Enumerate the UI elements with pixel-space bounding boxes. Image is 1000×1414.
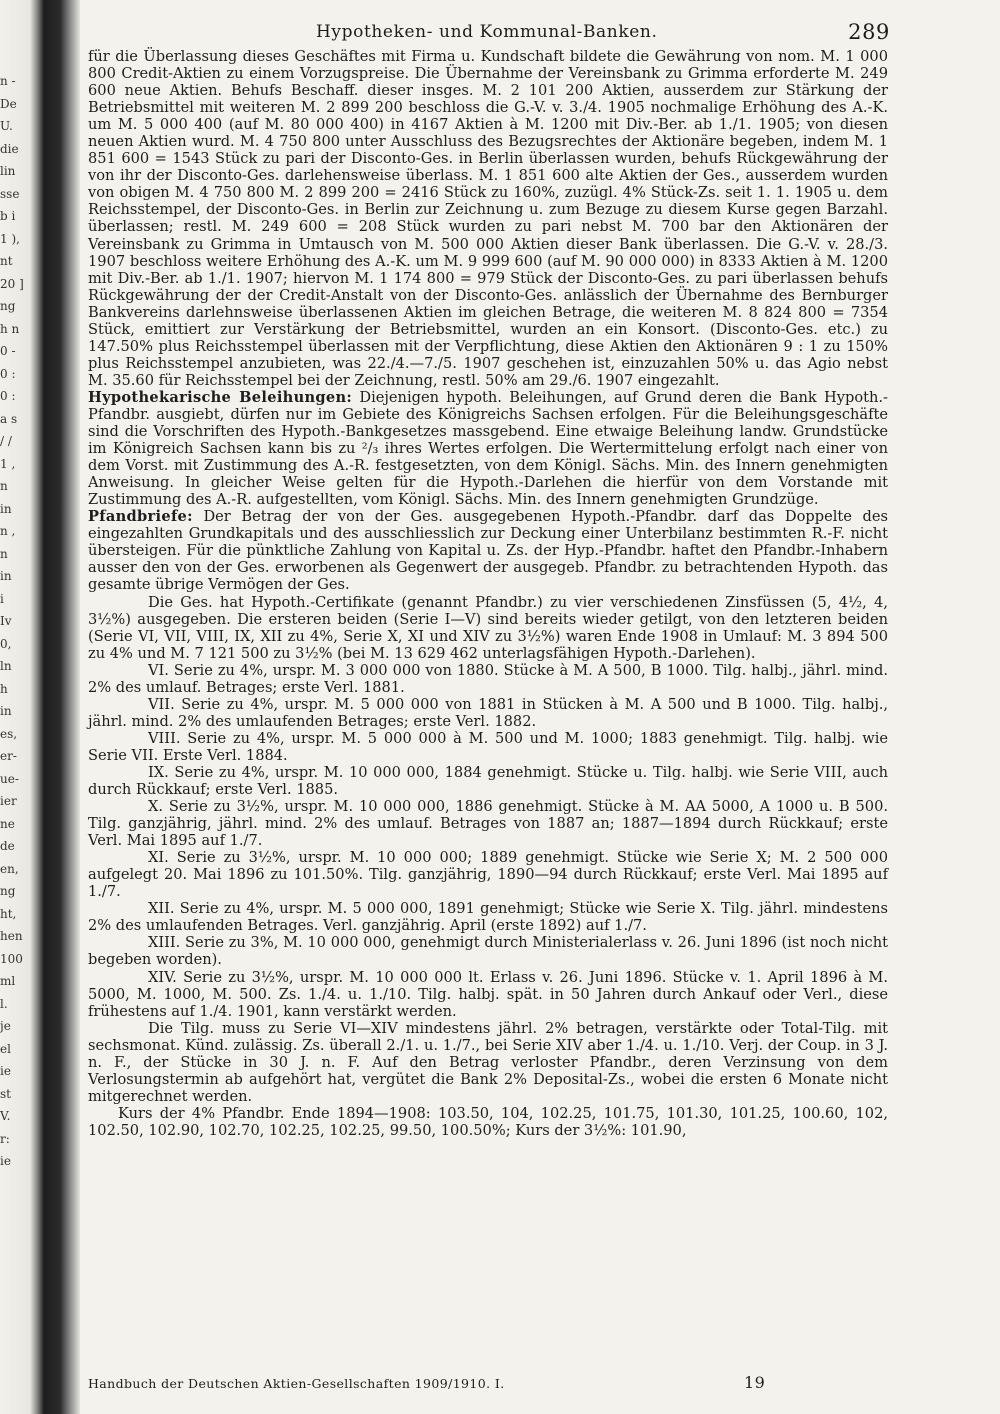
margin-fragment: 0 : xyxy=(0,389,16,403)
section-heading: Hypothekarische Beleihungen: xyxy=(88,388,353,406)
margin-fragment: ne xyxy=(0,816,15,831)
margin-fragment: / / xyxy=(0,434,12,448)
paragraph-redemption: Die Tilg. muss zu Serie VI—XIV mindestens jährl. 2% betragen, verstärkte oder Total-Tilg. mit sechsmonat. Künd. zulässig. Zs. überall 2./1. u. 1./7., bei Serie XIV aber 1./4. u. 1./10. Verj. der Coup. in 3 J. n. F., der Stücke in 30 J. n. F. Auf den Betrag verloster Pfandbr., deren Verzinsung von dem Verlosungstermin ab aufgehört hat, vergütet die Bank 2% Deposital-Zs., wobei die ersten 6 Monate nicht mitgerechnet werden. xyxy=(88,1019,888,1105)
signature-mark: 19 xyxy=(744,1373,766,1392)
page-footer xyxy=(88,1373,888,1392)
margin-fragment: en, xyxy=(0,861,19,876)
margin-fragment: de xyxy=(0,839,15,853)
margin-fragment: r: xyxy=(0,1131,10,1146)
margin-fragment: h n xyxy=(0,321,20,336)
margin-fragment: i xyxy=(0,591,4,606)
margin-fragment: ier xyxy=(0,794,17,808)
margin-fragment: je xyxy=(0,1019,11,1033)
margin-fragment: n xyxy=(0,546,8,561)
margin-fragment: 100 xyxy=(0,951,23,966)
margin-fragment: a s xyxy=(0,411,18,426)
margin-fragment: De xyxy=(0,96,17,111)
paragraph-capital-increase: für die Überlassung dieses Geschäftes mit Firma u. Kundschaft bildete die Gewährung von nom. M. 1 000 800 Credit-Aktien zu einem Vorzugspreise. Die Übernahme der Vereinsbank zu Grimma erforderte M. 249 600 neue Aktien. Behufs Beschaff. dieser insges. M. 2 101 200 Aktien, ausserdem zur Stärkung der Betriebsmittel mit weiteren M. 2 899 200 beschloss die G.-V. v. 3./4. 1905 nochmalige Erhöhung des A.-K. um M. 5 000 400 (auf M. 80 000 400) in 4167 Aktien à M. 1200 mit Div.-Ber. ab 1./1. 1905; von diesen neuen Aktien wurd. M. 4 750 800 unter Ausschluss des Bezugsrechtes der Aktionäre begeben, indem M. 1 851 600 = 1543 Stück zu pari der Disconto-Ges. in Berlin überlassen wurden, behufs Rückgewährung der von ihr der Disconto-Ges. darlehensweise überlass. M. 1 851 600 alte Aktien der Ges., ausserdem wurden von obigen M. 4 750 800 M. 2 899 200 = 2416 Stück zu 160%, zuzügl. 4% Stück-Zs. seit 1. 1. 1905 u. dem Reichsstempel, der Disconto-Ges. in Berlin zur Zeichnung u. zum Bezuge zu diesem Kurse gegen Barzahl. überlassen; restl. M. 249 600 = 208 Stück wurden zu pari nebst M. 700 bar den Aktionären der Vereinsbank zu Grimma in Umtausch von M. 500 000 Aktien dieser Bank überlassen. Die G.-V. v. 28./3. 1907 beschloss weitere Erhöhung des A.-K. um M. 9 999 600 (auf M. 90 000 000) in 8333 Aktien à M. 1200 mit Div.-Ber. ab 1./1. 1907; hiervon M. 1 174 800 = 979 Stück der Disconto-Ges. zu pari überlassen behufs Rückgewährung der der Credit-Anstalt von der Disconto-Ges. anlässlich der Übernahme des Bernburger Bankvereins darlehnsweise überlassenen Aktien im gleichen Betrage, die weiteren M. 8 824 800 = 7354 Stück, emittiert zur Verstärkung der Betriebsmittel, wurden an ein Konsort. (Disconto-Ges. etc.) zu 147.50% plus Reichsstempel überlassen mit der Verpflichtung, diese Aktien den Aktionären 9 : 1 zu 150% plus Reichsstempel anzubieten, was 22./4.—7./5. 1907 geschehen ist, einzuzahlen 50% u. das Agio nebst M. 35.60 für Reichsstempel bei der Zeichnung, restl. 50% am 29./6. 1907 eingezahlt. xyxy=(88,48,888,389)
series-vi: VI. Serie zu 4%, urspr. M. 3 000 000 von 1880. Stücke à M. A 500, B 1000. Tilg. halbj., jährl. mind. 2% des umlauf. Betrages; erste Verl. 1881. xyxy=(88,661,888,696)
margin-fragment: ue- xyxy=(0,771,19,786)
margin-fragment: ie xyxy=(0,1064,11,1078)
section-text: Diejenigen hypoth. Beleihungen, auf Grund deren die Bank Hypoth.-Pfandbr. ausgiebt, dürfen nur im Gebiete des Königreichs Sachsen erfolgen. Für die Beleihungsgeschäfte sind die Vorschriften des Hypoth.-Bankgesetzes massgebend. Eine etwaige Beleihung landw. Grundstücke im Königreich Sachsen kann bis zu ²/₃ ihres Wertes erfolgen. Die Wertermittelung erfolgt nach einer von dem Vorst. mit Zustimmung des A.-R. festgesetzten, von dem Königl. Sächs. Min. des Innern genehmigten Anweisung. In gleicher Weise gelten für die Hypoth.-Darlehen die hierfür von dem Vorstande mit Zustimmung des A.-R. aufgestellten, vom Königl. Sächs. Min. des Innern genehmigten Grundzüge. xyxy=(88,388,888,509)
margin-fragment: sse xyxy=(0,186,20,201)
margin-fragment: die xyxy=(0,141,19,156)
margin-fragment: 0, xyxy=(0,636,12,651)
section-text: Der Betrag der von der Ges. ausgegebenen Hypoth.-Pfandbr. darf das Doppelte des eingezahlten Grundkapitals und des ausschliesslich zur Deckung einer Unterbilanz bestimmten R.-F. nicht übersteigen. Für die pünktliche Zahlung von Kapital u. Zs. der Hyp.-Pfandbr. haftet den Pfandbr.-Inhabern ausser den von der Ges. erworbenen als Gegenwert der ausgegeb. Pfandbr. zu betrachtenden Hypoth. das gesamte übrige Vermögen der Ges. xyxy=(88,508,889,594)
margin-fragment: er- xyxy=(0,749,17,763)
footer-book-title: Handbuch der Deutschen Aktien-Gesellschaften 1909/1910. I. xyxy=(88,1376,505,1391)
series-vii: VII. Serie zu 4%, urspr. M. 5 000 000 von 1881 in Stücken à M. A 500 und B 1000. Tilg. halbj., jährl. mind. 2% des umlaufenden Betrages; erste Verl. 1882. xyxy=(88,695,888,730)
margin-fragment: 0 - xyxy=(0,344,16,358)
series-xii: XII. Serie zu 4%, urspr. M. 5 000 000, 1891 genehmigt; Stücke wie Serie X. Tilg. jährl. mindestens 2% des umlaufenden Betrages. Verl. ganzjährig. April (erste 1892) auf 1./7. xyxy=(88,900,888,935)
margin-fragment: ht, xyxy=(0,906,17,921)
margin-fragment: in xyxy=(0,501,12,516)
series-xi: XI. Serie zu 3½%, urspr. M. 10 000 000; 1889 genehmigt. Stücke wie Serie X; M. 2 500 000 aufgelegt 20. Mai 1896 zu 101.50%. Tilg. ganzjährig, 1890—94 durch Rückkauf; erste Verl. Mai 1895 auf 1./7. xyxy=(88,849,888,901)
margin-fragment: lin xyxy=(0,164,16,178)
margin-fragment: nt xyxy=(0,254,13,268)
series-ix: IX. Serie zu 4%, urspr. M. 10 000 000, 1884 genehmigt. Stücke u. Tilg. halbj. wie Serie VIII, auch durch Rückkauf; erste Verl. 1885. xyxy=(88,763,888,799)
running-title: Hypotheken- und Kommunal-Banken. xyxy=(316,22,658,42)
margin-fragment: 1 ), xyxy=(0,231,20,246)
section-heading: Pfandbriefe: xyxy=(88,508,193,526)
series-viii: VIII. Serie zu 4%, urspr. M. 5 000 000 à M. 500 und M. 1000; 1883 genehmigt. Tilg. halbj. wie Serie VII. Erste Verl. 1884. xyxy=(88,729,888,764)
adjacent-page-fragments xyxy=(0,70,30,1173)
margin-fragment: l. xyxy=(0,996,8,1011)
margin-fragment: es, xyxy=(0,726,18,741)
margin-fragment: U. xyxy=(0,119,13,133)
margin-fragment: in xyxy=(0,704,12,718)
margin-fragment: 20 ] xyxy=(0,276,24,291)
series-x: X. Serie zu 3½%, urspr. M. 10 000 000, 1886 genehmigt. Stücke à M. AA 5000, A 1000 u. B 500. Tilg. ganzjährig, jährl. mind. 2% des umlauf. Betrages von 1887 an; 1887—1894 durch Rückkauf; erste Verl. Mai 1895 auf 1./7. xyxy=(88,798,888,850)
margin-fragment: ng xyxy=(0,884,16,898)
margin-fragment: b i xyxy=(0,209,16,223)
margin-fragment: st xyxy=(0,1086,11,1101)
margin-fragment: ln xyxy=(0,659,12,673)
page-body xyxy=(88,48,888,1139)
margin-fragment: n , xyxy=(0,524,16,538)
section-mortgage-lending xyxy=(88,389,888,508)
margin-fragment: 1 , xyxy=(0,456,16,471)
margin-fragment: el xyxy=(0,1041,11,1056)
margin-fragment: V. xyxy=(0,1109,11,1123)
margin-fragment: hen xyxy=(0,929,23,943)
margin-fragment: n - xyxy=(0,74,16,88)
margin-fragment: h xyxy=(0,681,8,696)
page-header xyxy=(88,14,888,48)
paragraph-quotations: Kurs der 4% Pfandbr. Ende 1894—1908: 103.50, 104, 102.25, 101.75, 101.30, 101.25, 100.60, 102, 102.50, 102.90, 102.70, 102.25, 102.25, 99.50, 100.50%; Kurs der 3½%: 101.90, xyxy=(88,1104,888,1139)
series-xiii: XIII. Serie zu 3%, M. 10 000 000, genehmigt durch Ministerialerlass v. 26. Juni 1896 (ist noch nicht begeben worden). xyxy=(88,934,888,969)
margin-fragment: ml xyxy=(0,974,16,988)
margin-fragment: 0 : xyxy=(0,366,16,381)
series-xiv: XIV. Serie zu 3½%, urspr. M. 10 000 000 lt. Erlass v. 26. Juni 1896. Stücke v. 1. April 1896 à M. 5000, M. 1000, M. 500. Zs. 1./4. u. 1./10. Tilg. halbj. spät. in 50 Jahren durch Ankauf oder Verl., diese frühestens auf 1./4. 1901, kann verstärkt werden. xyxy=(88,968,888,1020)
document-page xyxy=(88,14,890,1392)
section-pfandbriefe xyxy=(88,508,888,593)
paragraph-certificates: Die Ges. hat Hypoth.-Certifikate (genannt Pfandbr.) zu vier verschiedenen Zinsfüssen (5, 4½, 4, 3½%) ausgegeben. Die ersteren beiden (Serie I—V) sind bereits wieder getilgt, von den letzteren beiden (Serie VI, VII, VIII, IX, XII zu 4%, Serie X, XI und XIV zu 3½%) waren Ende 1908 in Umlauf: M. 3 894 500 zu 4% und M. 7 121 500 zu 3½% (bei M. 13 629 462 unterlagsfähigen Hypoth.-Darlehen). xyxy=(88,593,888,662)
margin-fragment: Iv xyxy=(0,614,12,628)
page-number: 289 xyxy=(848,20,890,44)
margin-fragment: ie xyxy=(0,1154,11,1168)
margin-fragment: in xyxy=(0,569,12,583)
margin-fragment: ng xyxy=(0,299,16,313)
margin-fragment: n xyxy=(0,479,8,493)
